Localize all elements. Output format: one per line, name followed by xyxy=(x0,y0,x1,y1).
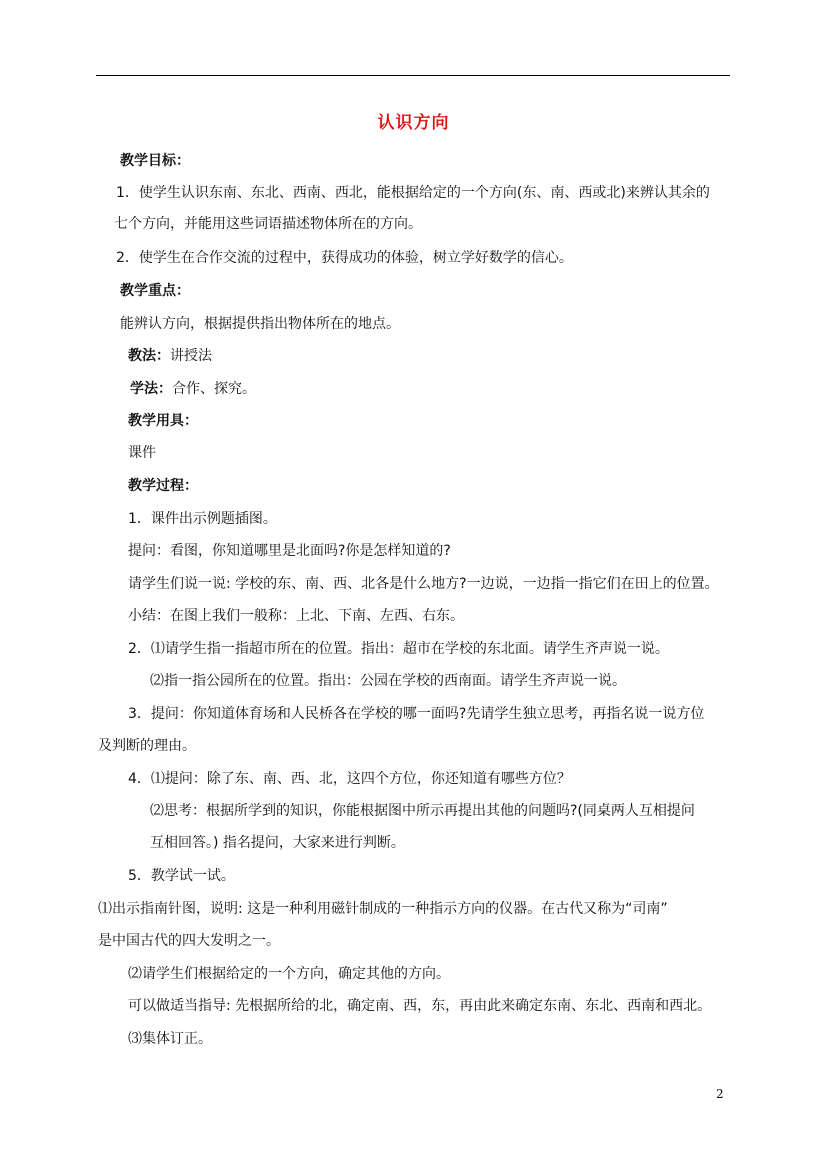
step-5-1-line-2: 是中国古代的四大发明之一。 xyxy=(98,933,280,949)
page-number: 2 xyxy=(716,1087,724,1101)
goal-2: 2．使学生在合作交流的过程中，获得成功的体验，树立学好数学的信心。 xyxy=(116,250,573,266)
process-heading: 教学过程： xyxy=(128,478,198,494)
step-2-a: 2．⑴请学生指一指超市所在的位置。指出：超市在学校的东北面。请学生齐声说一说。 xyxy=(128,641,669,657)
step-1-question: 提问：看图，你知道哪里是北面吗?你是怎样知道的? xyxy=(128,543,451,559)
learning-method-text: 合作、探究。 xyxy=(172,381,256,397)
key-heading: 教学重点： xyxy=(120,283,190,299)
step-2-b: ⑵指一指公园所在的位置。指出：公园在学校的西南面。请学生齐声说一说。 xyxy=(150,673,626,689)
goal-1-line-1: 1．使学生认识东南、东北、西南、西北，能根据给定的一个方向(东、南、西或北)来辨认其余的 xyxy=(116,185,710,201)
teaching-method xyxy=(128,345,212,367)
step-4-b-line-1: ⑵思考：根据所学到的知识，你能根据图中所示再提出其他的问题吗?(同桌两人互相提问 xyxy=(150,803,695,819)
step-5: 5．教学试一试。 xyxy=(128,868,235,884)
step-3-line-1: 3．提问：你知道体育场和人民桥各在学校的哪一面吗?先请学生独立思考，再指名说一说方位 xyxy=(128,706,705,722)
step-5-1-line-1: ⑴出示指南针图，说明: 这是一种利用磁针制成的一种指示方向的仪器。在古代又称为“司南” xyxy=(98,901,668,917)
step-3-line-2: 及判断的理由。 xyxy=(98,738,196,754)
teaching-method-text: 讲授法 xyxy=(170,348,212,364)
tools-text: 课件 xyxy=(128,445,156,461)
step-1-summary: 小结：在图上我们一般称：上北、下南、左西、右东。 xyxy=(128,608,464,624)
goal-1-line-2: 七个方向，并能用这些词语描述物体所在的方向。 xyxy=(114,216,422,232)
teaching-method-label: 教法： xyxy=(128,348,170,364)
step-5-2-guide: 可以做适当指导: 先根据所给的北，确定南、西，东，再由此来确定东南、东北、西南和西北。 xyxy=(128,998,712,1014)
header-rule xyxy=(96,75,730,76)
document-title: 认识方向 xyxy=(377,113,450,133)
learning-method-label: 学法： xyxy=(130,381,172,397)
tools-heading: 教学用具： xyxy=(128,413,198,429)
learning-method xyxy=(130,378,256,400)
goals-heading: 教学目标： xyxy=(120,153,190,169)
step-4-b-line-2: 互相回答。) 指名提问，大家来进行判断。 xyxy=(150,835,405,851)
step-1-discussion: 请学生们说一说: 学校的东、南、西、北各是什么地方?一边说，一边指一指它们在田上的位置。 xyxy=(128,576,719,592)
step-4-a: 4．⑴提问：除了东、南、西、北，这四个方位，你还知道有哪些方位？ xyxy=(128,771,571,787)
step-5-2: ⑵请学生们根据给定的一个方向，确定其他的方向。 xyxy=(128,966,450,982)
key-text: 能辨认方向，根据提供指出物体所在的地点。 xyxy=(120,316,400,332)
step-5-3: ⑶集体订正。 xyxy=(128,1031,212,1047)
step-1: 1．课件出示例题插图。 xyxy=(128,511,277,527)
